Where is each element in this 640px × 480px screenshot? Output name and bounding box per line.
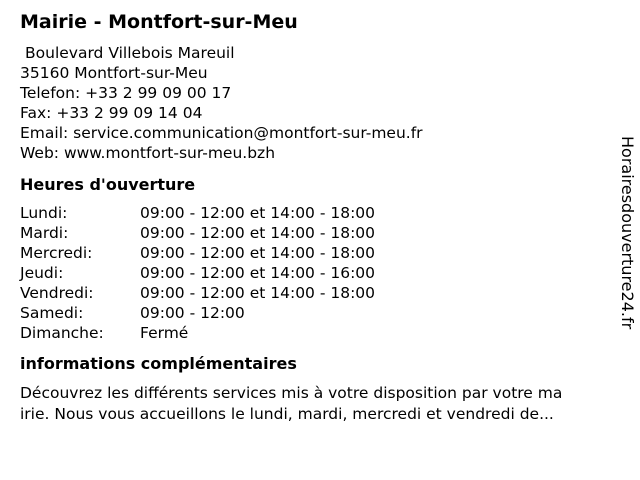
hours-row-friday — [20, 283, 620, 303]
watermark-text: Horairesdouverture24.fr — [618, 136, 637, 330]
email-label: Email: — [20, 124, 69, 142]
hours-time: Fermé — [140, 324, 189, 342]
hours-row-tuesday — [20, 223, 620, 243]
hours-day: Dimanche: — [20, 324, 104, 342]
hours-time: 09:00 - 12:00 et 14:00 - 18:00 — [140, 284, 376, 302]
web-label: Web: — [20, 144, 60, 162]
contact-block — [20, 43, 620, 163]
email-link[interactable]: service.communication@montfort-sur-meu.fr — [73, 124, 423, 142]
phone-number[interactable]: +33 2 99 09 00 17 — [85, 84, 232, 102]
fax-line — [20, 103, 620, 123]
hours-day: Vendredi: — [20, 284, 94, 302]
additional-info-text — [20, 383, 632, 425]
hours-time: 09:00 - 12:00 et 14:00 - 18:00 — [140, 244, 376, 262]
web-line — [20, 143, 620, 163]
website-link[interactable]: www.montfort-sur-meu.bzh — [63, 144, 276, 162]
fax-label: Fax: — [20, 104, 52, 122]
hours-row-wednesday — [20, 243, 620, 263]
hours-row-sunday — [20, 323, 620, 343]
hours-time: 09:00 - 12:00 et 14:00 - 18:00 — [140, 224, 376, 242]
phone-label: Telefon: — [20, 84, 81, 102]
hours-day: Lundi: — [20, 204, 68, 222]
email-line — [20, 123, 620, 143]
hours-time: 09:00 - 12:00 — [140, 304, 245, 322]
site-watermark — [615, 136, 639, 376]
hours-day: Mardi: — [20, 224, 69, 242]
hours-row-saturday — [20, 303, 620, 323]
hours-day: Jeudi: — [20, 264, 64, 282]
hours-day: Mercredi: — [20, 244, 93, 262]
hours-day: Samedi: — [20, 304, 84, 322]
business-listing — [20, 10, 620, 425]
city-address: 35160 Montfort-sur-Meu — [20, 64, 208, 82]
hours-row-monday — [20, 203, 620, 223]
additional-info-line: Découvrez les différents services mis à votre disposition par votre ma — [20, 384, 563, 402]
hours-time: 09:00 - 12:00 et 14:00 - 16:00 — [140, 264, 376, 282]
fax-number: +33 2 99 09 14 04 — [56, 104, 203, 122]
phone-line — [20, 83, 620, 103]
additional-info-line: irie. Nous vous accueillons le lundi, mardi, mercredi et vendredi de... — [20, 405, 554, 423]
opening-hours-heading: Heures d'ouverture — [20, 175, 196, 194]
opening-hours-table — [20, 203, 620, 343]
hours-time: 09:00 - 12:00 et 14:00 - 18:00 — [140, 204, 376, 222]
hours-row-thursday — [20, 263, 620, 283]
street-address: Boulevard Villebois Mareuil — [25, 44, 235, 62]
additional-info-heading: informations complémentaires — [20, 354, 297, 373]
page-title: Mairie - Montfort-sur-Meu — [20, 11, 298, 33]
